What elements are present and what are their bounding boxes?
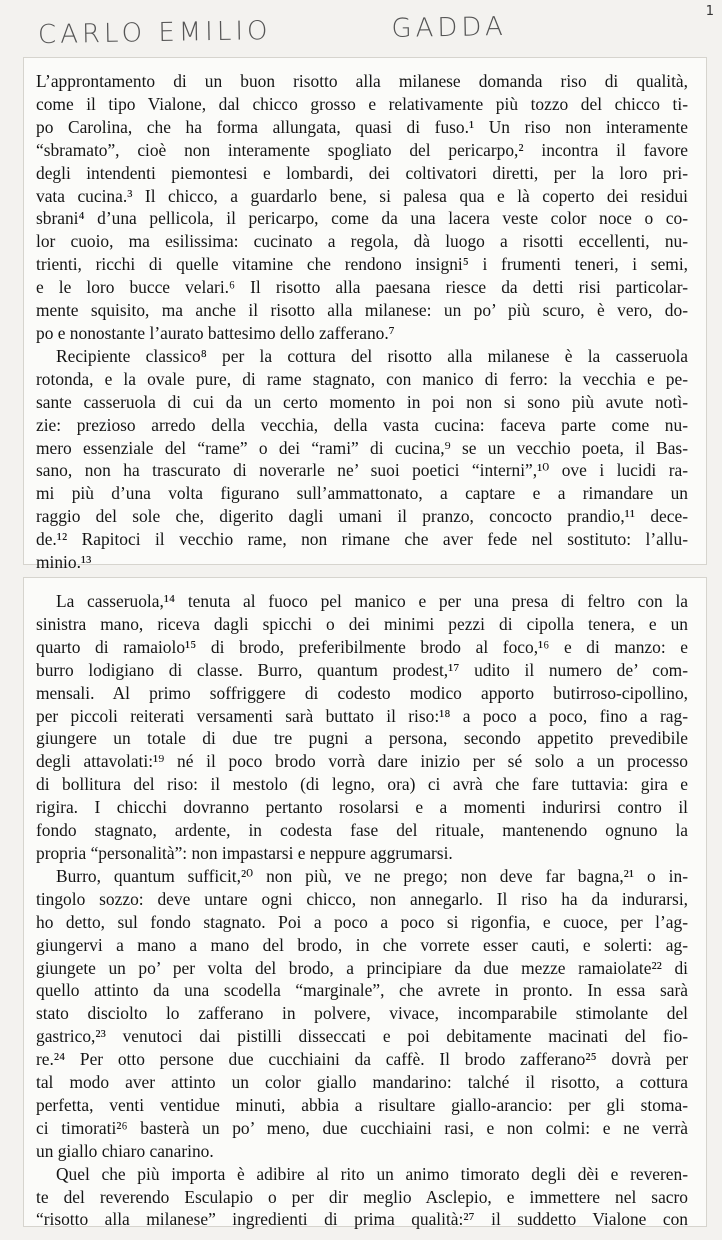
text-line: te del reverendo Esculapio o per dir meglio Asclepio, e immettere nel sacro — [36, 1186, 688, 1207]
text-line: degli intendenti piemontesi e lombardi, dei coltivatori diretti, per la loro pri- — [36, 162, 688, 183]
clipping-1-body — [36, 70, 688, 574]
text-line: fondo stagnato, ardente, in codesta fase del rituale, mantenendo ognuno la — [36, 820, 688, 841]
text-line: giungete un po’ per volta del brodo, a principiare da due mezze ramaiolate²² di — [36, 957, 688, 978]
text-line: rotonda, e la ovale pure, di rame stagnato, con manico di ferro: la vecchia e pe- — [36, 368, 688, 389]
text-clipping-1 — [24, 58, 706, 573]
text-line: un giallo chiaro canarino. — [36, 1140, 214, 1161]
text-line: mensali. Al primo soffriggere di codesto modico apporto butirroso-cipollino, — [36, 682, 688, 703]
text-line: perfetta, venti ventidue minuti, abbia a risultare giallo-arancio: per gli stoma- — [36, 1094, 688, 1115]
text-line: lor cuoio, ma esilissima: cucinato a regola, dà luogo a risotti eccellenti, nu- — [36, 231, 688, 252]
text-line: “sbramato”, cioè non interamente spogliato del pericarpo,² incontra il favore — [36, 139, 688, 160]
text-line: giungervi a mano a mano del brodo, in che vorrete esser cauti, e solerti: ag- — [36, 934, 688, 955]
text-line: sano, non ha trascurato di noverarle ne’ suoi poetici “interni”,¹⁰ ove i lucidi ra- — [36, 460, 688, 481]
text-line: quarto di ramaiolo¹⁵ di brodo, preferibilmente brodo al foco,¹⁶ e di manzo: e — [36, 636, 688, 657]
text-line: “risotto alla milanese” ingredienti di prima qualità:²⁷ il suddetto Vialone con — [36, 1209, 688, 1230]
text-line: Burro, quantum sufficit,²⁰ non più, ve ne prego; non deve far bagna,²¹ o in- — [56, 865, 688, 886]
text-line: di bollitura del riso: il mestolo (di legno, ora) ci avrà che fare tuttavia: gira e — [36, 774, 688, 795]
clipping-2-body — [36, 590, 688, 1231]
text-line: zie: prezioso arredo della vecchia, della vasta cucina: faceva parte come nu- — [36, 414, 688, 435]
author-last-name: GADDA — [391, 11, 507, 44]
text-line: tingolo sozzo: deve untare ogni chicco, non annegarlo. Il riso ha da indurarsi, — [36, 888, 688, 909]
text-line: ho detto, sul fondo stagnato. Poi a poco a poco si rigonfia, e cuoce, per l’ag- — [36, 911, 688, 932]
text-line: sbrani⁴ d’una pellicola, il pericarpo, come da una lacera veste color noce o co- — [36, 208, 688, 229]
text-line: burro lodigiano di classe. Burro, quantum prodest,¹⁷ udito il numero de’ com- — [36, 659, 688, 680]
text-line: quello attinto da una scodella “marginale”, che avrete in pronto. In essa sarà — [36, 980, 688, 1001]
text-line: mente squisito, ma anche il risotto alla milanese: un po’ più scuro, è vero, do- — [36, 300, 688, 321]
text-line: propria “personalità”: non impastarsi e neppure aggrumarsi. — [36, 842, 453, 863]
text-line: Quel che più importa è adibire al rito un animo timorato degli dèi e reveren- — [56, 1163, 688, 1184]
text-line: stato disciolto lo zafferano in polvere, vivace, incomparabile stimolante del — [36, 1003, 688, 1024]
text-line: per piccoli reiterati versamenti sarà buttato il riso:¹⁸ a poco a poco, fino a rag- — [36, 705, 688, 726]
text-line: mi più d’una volta figurano sull’ammattonato, a captare e a rimandare un — [36, 483, 688, 504]
page-number: 1 — [705, 4, 714, 19]
text-line: trienti, ricchi di quelle vitamine che rendono insigni⁵ i frumenti teneri, i semi, — [36, 254, 688, 275]
text-line: sante casseruola di cui da un certo momento in poi non si sono più avute notì- — [36, 391, 688, 412]
handwritten-author-header — [38, 12, 507, 50]
text-line: gastrico,²³ venutoci dai pistilli disseccati e poi debitamente macinati del fio- — [36, 1026, 688, 1047]
text-line: La casseruola,¹⁴ tenuta al fuoco pel manico e per una presa di feltro con la — [56, 591, 688, 611]
text-line: mero essenziale del “rame” o dei “rami” di cucina,⁹ se un vecchio poeta, il Bas- — [36, 437, 688, 458]
text-line: Recipiente classico⁸ per la cottura del risotto alla milanese è la casseruola — [56, 345, 688, 366]
text-line: L’approntamento di un buon risotto alla milanese domanda riso di qualità, — [36, 71, 688, 91]
text-line: tal modo aver attinto un color giallo mandarino: talché il risotto, a cottura — [36, 1072, 688, 1093]
text-line: come il tipo Vialone, dal chicco grosso e relativamente più tozzo del chicco ti- — [36, 93, 688, 114]
text-line: re.²⁴ Per otto persone due cucchiaini da caffè. Il brodo zafferano²⁵ dovrà per — [36, 1049, 688, 1070]
text-line: giungere un totale di due tre pugni a persona, secondo appetito prevedibile — [36, 728, 688, 749]
text-clipping-2 — [24, 578, 706, 1230]
text-line: e le loro bucce velari.⁶ Il risotto alla paesana riesce da detti risi particolar- — [36, 277, 688, 298]
text-line: po e nonostante l’aurato battesimo dello zafferano.⁷ — [36, 322, 395, 343]
text-line: raggio del sole che, digerito dagli umani il pranzo, concocto prandio,¹¹ dece- — [36, 506, 688, 527]
text-line: po Carolina, che ha forma allungata, quasi di fuso.¹ Un riso non interamente — [36, 116, 688, 137]
author-first-name: CARLO EMILIO — [37, 16, 272, 51]
text-line: de.¹² Rapitoci il vecchio rame, non rimane che aver fede nel sostituto: l’allu- — [36, 529, 688, 550]
text-line: minio.¹³ — [36, 552, 92, 573]
text-line: vata cucina.³ Il chicco, a guardarlo bene, si palesa qua e là coperto dei residui — [36, 185, 688, 206]
text-line: rigira. I chicchi dovranno pertanto rosolarsi e a momenti indurirsi contro il — [36, 797, 688, 818]
text-line: ci timorati²⁶ basterà un po’ meno, due cucchiaini rasi, e non colmi: e ne verrà — [36, 1117, 688, 1138]
text-line: sinistra mano, riceva dagli spicchi o dei minimi pezzi di cipolla tenera, e un — [36, 613, 688, 634]
text-line: degli attavolati:¹⁹ né il poco brodo vorrà dare inizio per sé solo a un processo — [36, 751, 688, 772]
